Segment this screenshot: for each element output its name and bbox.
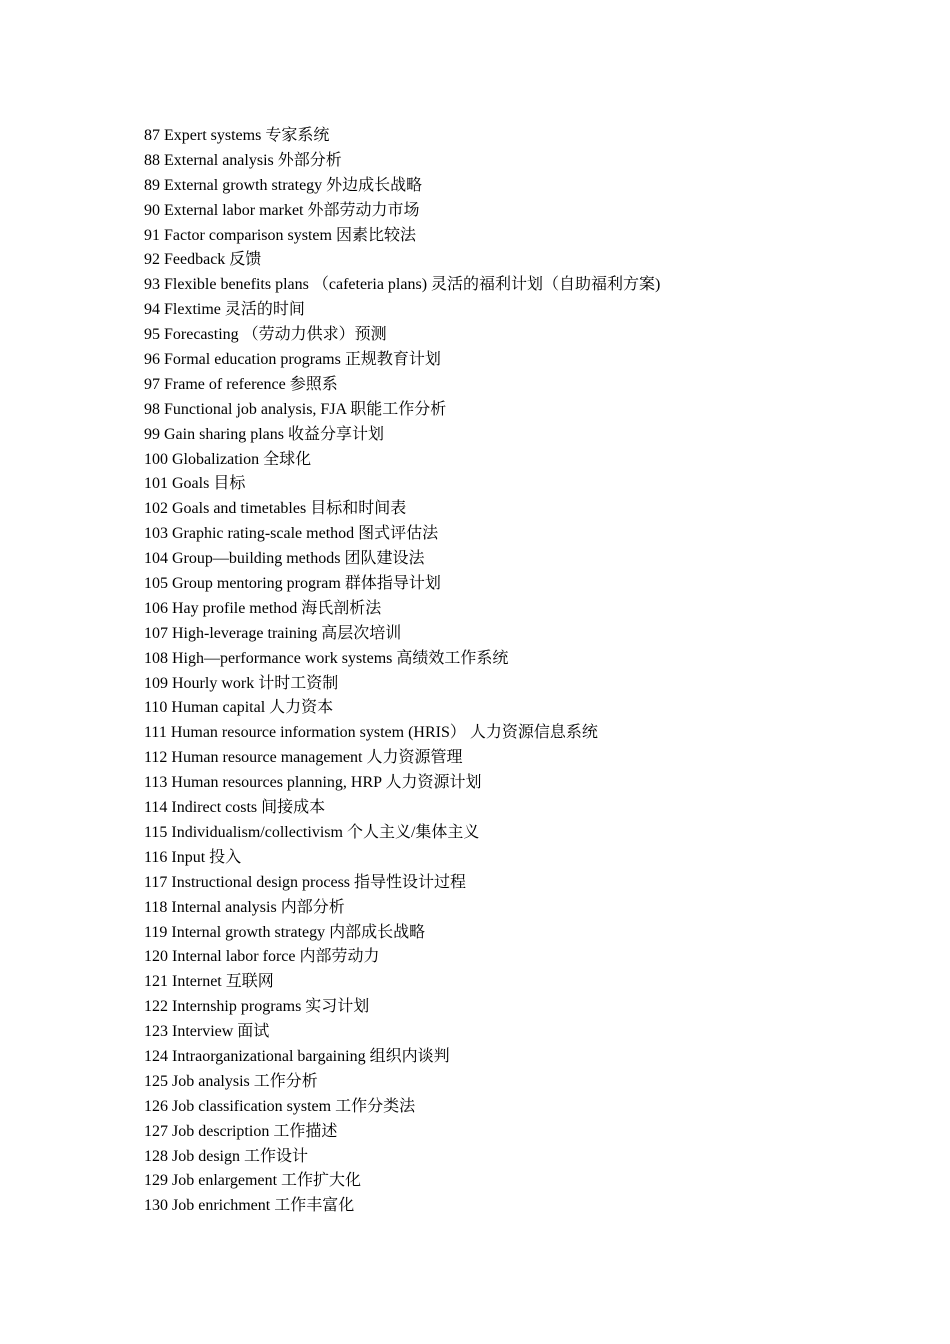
- glossary-entry: 114 Indirect costs 间接成本: [144, 799, 326, 817]
- glossary-entry: 122 Internship programs 实习计划: [144, 998, 370, 1016]
- glossary-entry: 97 Frame of reference 参照系: [144, 375, 338, 393]
- glossary-entry: 117 Instructional design process 指导性设计过程: [144, 873, 467, 891]
- glossary-entry: 110 Human capital 人力资本: [144, 699, 334, 717]
- glossary-entry: 98 Functional job analysis, FJA 职能工作分析: [144, 400, 447, 418]
- glossary-entry: 109 Hourly work 计时工资制: [144, 674, 339, 692]
- glossary-entry: 119 Internal growth strategy 内部成长战略: [144, 923, 426, 941]
- glossary-entry: 126 Job classification system 工作分类法: [144, 1097, 416, 1115]
- glossary-entry: 95 Forecasting （劳动力供求）预测: [144, 326, 387, 344]
- glossary-entry: 107 High-leverage training 高层次培训: [144, 624, 402, 642]
- glossary-entry: 111 Human resource information system (HRIS） 人力资源信息系统: [144, 724, 598, 742]
- glossary-entry: 113 Human resources planning, HRP 人力资源计划: [144, 774, 482, 792]
- glossary-entry: 128 Job design 工作设计: [144, 1147, 309, 1165]
- glossary-entry: 88 External analysis 外部分析: [144, 151, 342, 169]
- glossary-list: [144, 124, 660, 1219]
- glossary-entry: 87 Expert systems 专家系统: [144, 127, 330, 144]
- glossary-entry: 96 Formal education programs 正规教育计划: [144, 351, 441, 369]
- glossary-entry: 120 Internal labor force 内部劳动力: [144, 948, 380, 966]
- glossary-entry: 106 Hay profile method 海氏剖析法: [144, 599, 382, 617]
- glossary-entry: 101 Goals 目标: [144, 475, 246, 493]
- glossary-entry: 100 Globalization 全球化: [144, 450, 312, 468]
- glossary-entry: 105 Group mentoring program 群体指导计划: [144, 575, 441, 593]
- glossary-entry: 129 Job enlargement 工作扩大化: [144, 1172, 362, 1190]
- glossary-entry: 102 Goals and timetables 目标和时间表: [144, 500, 407, 518]
- glossary-entry: 103 Graphic rating-scale method 图式评估法: [144, 525, 439, 543]
- glossary-entry: 91 Factor comparison system 因素比较法: [144, 226, 416, 244]
- glossary-entry: 118 Internal analysis 内部分析: [144, 898, 345, 916]
- glossary-entry: 104 Group—building methods 团队建设法: [144, 550, 425, 568]
- glossary-entry: 116 Input 投入: [144, 848, 242, 866]
- glossary-entry: 112 Human resource management 人力资源管理: [144, 749, 463, 767]
- glossary-entry: 108 High—performance work systems 高绩效工作系统: [144, 649, 509, 667]
- glossary-entry: 115 Individualism/collectivism 个人主义/集体主义: [144, 823, 480, 841]
- glossary-entry: 89 External growth strategy 外边成长战略: [144, 176, 423, 194]
- glossary-entry: 90 External labor market 外部劳动力市场: [144, 201, 420, 219]
- glossary-entry: 92 Feedback 反馈: [144, 251, 262, 269]
- glossary-entry: 124 Intraorganizational bargaining 组织内谈判: [144, 1047, 450, 1065]
- glossary-entry: 121 Internet 互联网: [144, 973, 274, 991]
- glossary-entry: 123 Interview 面试: [144, 1023, 270, 1041]
- glossary-entry: 130 Job enrichment 工作丰富化: [144, 1197, 355, 1215]
- glossary-entry: 125 Job analysis 工作分析: [144, 1072, 318, 1090]
- glossary-entry: 99 Gain sharing plans 收益分享计划: [144, 425, 384, 443]
- glossary-entry: 127 Job description 工作描述: [144, 1122, 338, 1140]
- glossary-entry: 94 Flextime 灵活的时间: [144, 301, 305, 319]
- glossary-entry: 93 Flexible benefits plans （cafeteria plans) 灵活的福利计划（自助福利方案): [144, 276, 661, 294]
